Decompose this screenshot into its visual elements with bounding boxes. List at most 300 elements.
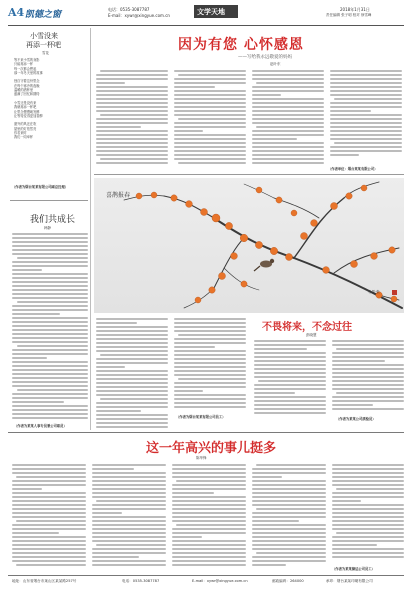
text-line — [174, 86, 215, 88]
bottom-col-1 — [12, 464, 86, 566]
text-line — [96, 422, 168, 424]
text-line — [17, 257, 88, 259]
text-line — [92, 556, 139, 558]
text-line — [12, 488, 42, 490]
poem-line: 窗外的风还在吹 — [14, 122, 37, 127]
text-line — [332, 556, 404, 558]
text-line — [252, 564, 286, 566]
text-line — [178, 162, 246, 164]
text-line — [12, 385, 88, 387]
text-line — [172, 508, 246, 510]
bottom-col-4 — [252, 464, 326, 566]
text-line — [12, 281, 88, 283]
text-line — [174, 338, 246, 340]
bottom-col-2 — [92, 464, 166, 566]
text-line — [174, 322, 246, 324]
text-line — [332, 468, 404, 470]
text-line — [174, 390, 203, 392]
text-line — [12, 361, 88, 363]
text-line — [332, 376, 404, 378]
text-line — [336, 532, 404, 534]
text-line — [96, 86, 168, 88]
painting-caption: 喜鹊报春 — [106, 192, 131, 199]
text-line — [258, 380, 326, 382]
text-line — [336, 488, 404, 490]
text-line — [252, 484, 326, 486]
text-line — [254, 384, 326, 386]
poem-line: 只能再添一杯 — [14, 62, 34, 67]
text-line — [174, 386, 246, 388]
text-line — [96, 350, 168, 352]
text-line — [178, 334, 246, 336]
text-line — [254, 396, 326, 398]
text-line — [174, 110, 246, 112]
text-line — [96, 74, 168, 76]
text-line — [96, 102, 168, 104]
text-line — [12, 464, 86, 466]
bottom-rule — [8, 432, 404, 433]
text-line — [12, 369, 88, 371]
text-line — [12, 277, 88, 279]
text-line — [12, 508, 86, 510]
text-line — [172, 540, 246, 542]
text-line — [12, 548, 86, 550]
footer-phone: 电话：0535-3087787 — [122, 579, 160, 583]
poem-line: 我们一同举杯 — [14, 135, 34, 140]
text-line — [12, 305, 88, 307]
text-line — [330, 118, 402, 120]
text-line — [96, 326, 168, 328]
right-note: （作者为某某公司质检员） — [336, 417, 376, 421]
essay-note: （作者为某某人事专员兼公司职员） — [14, 424, 67, 428]
text-line — [174, 370, 246, 372]
text-line — [174, 394, 246, 396]
text-line — [96, 378, 168, 380]
text-line — [96, 500, 166, 502]
bottom-col-3 — [172, 464, 246, 566]
text-line — [254, 360, 326, 362]
text-line — [172, 512, 246, 514]
feature-col-2 — [174, 70, 246, 164]
text-line — [92, 476, 166, 478]
text-line — [334, 98, 402, 100]
text-line — [96, 154, 168, 156]
text-line — [12, 261, 88, 263]
text-line — [12, 329, 88, 331]
text-line — [330, 114, 402, 116]
text-line — [252, 130, 324, 132]
text-line — [92, 496, 166, 498]
text-line — [174, 402, 246, 404]
text-line — [12, 245, 88, 247]
text-line — [12, 321, 88, 323]
poem-body — [14, 58, 86, 140]
text-line — [174, 130, 203, 132]
text-line — [172, 552, 246, 554]
text-line — [174, 114, 246, 116]
poem-subtitle: 再添一杯吧 — [26, 41, 61, 49]
text-line — [254, 404, 326, 406]
text-line — [16, 520, 86, 522]
text-line — [252, 122, 324, 124]
text-line — [96, 110, 168, 112]
text-line — [92, 488, 166, 490]
text-line — [178, 378, 246, 380]
text-line — [12, 309, 88, 311]
text-line — [12, 544, 86, 546]
text-line — [12, 405, 88, 407]
poem-line: 独自守着这份思念 — [14, 79, 40, 84]
text-line — [92, 528, 166, 530]
text-line — [174, 154, 246, 156]
text-line — [252, 556, 326, 558]
text-line — [252, 114, 324, 116]
text-line — [12, 273, 88, 275]
text-line — [252, 476, 282, 478]
text-line — [92, 468, 134, 470]
text-line — [12, 500, 86, 502]
text-line — [330, 122, 402, 124]
text-line — [12, 349, 88, 351]
text-line — [174, 350, 246, 352]
text-line — [172, 476, 246, 478]
poem-line: 小雪还是没有来 — [14, 100, 37, 105]
text-line — [332, 508, 404, 510]
text-line — [330, 78, 402, 80]
text-line — [17, 301, 88, 303]
text-line — [252, 94, 281, 96]
text-line — [254, 372, 326, 374]
poem-title: 小雪没来 — [30, 32, 58, 40]
text-line — [100, 398, 168, 400]
text-line — [96, 374, 168, 376]
text-line — [174, 362, 246, 364]
text-line — [336, 392, 404, 394]
text-line — [12, 233, 88, 235]
poem-line: 那一年冬天里的故事 — [14, 70, 43, 75]
text-line — [174, 406, 246, 408]
middle-col-2 — [174, 318, 246, 408]
text-line — [96, 126, 141, 128]
text-line — [100, 70, 168, 72]
text-line — [92, 552, 166, 554]
text-line — [92, 464, 166, 466]
text-line — [96, 426, 168, 428]
poem-line: 让等待变得更加香醇 — [14, 113, 43, 118]
text-line — [336, 348, 404, 350]
text-line — [92, 480, 166, 482]
text-line — [252, 70, 324, 72]
poem-line: 你若来时 — [14, 131, 27, 136]
feature-title: 因为有您 心怀感恩 — [178, 37, 304, 53]
text-line — [252, 512, 326, 514]
text-line — [12, 413, 88, 415]
text-line — [172, 528, 246, 530]
painting-seal — [392, 290, 397, 295]
text-line — [12, 317, 88, 319]
footer-email: E-mail：xywr@xingyue.com.cn — [192, 579, 248, 583]
text-line — [12, 365, 88, 367]
text-line — [174, 82, 246, 84]
text-line — [172, 520, 246, 522]
text-line — [172, 556, 246, 558]
text-line — [174, 122, 246, 124]
text-line — [172, 548, 246, 550]
text-line — [96, 334, 168, 336]
text-line — [174, 138, 246, 140]
text-line — [254, 412, 326, 414]
text-line — [254, 376, 326, 378]
text-line — [172, 496, 246, 498]
text-line — [330, 150, 402, 152]
text-line — [174, 342, 246, 344]
text-line — [330, 82, 402, 84]
text-line — [174, 326, 246, 328]
footer-address: 地址：山东省烟台市莱山区某某路257号 — [12, 579, 77, 583]
text-line — [174, 158, 246, 160]
text-line — [100, 158, 168, 160]
text-line — [96, 362, 168, 364]
text-line — [12, 265, 88, 267]
text-line — [96, 342, 168, 344]
text-line — [252, 532, 326, 534]
text-line — [12, 377, 88, 379]
text-line — [17, 345, 88, 347]
text-line — [96, 390, 168, 392]
text-line — [12, 293, 88, 295]
text-line — [96, 386, 168, 388]
text-line — [332, 396, 404, 398]
text-line — [12, 381, 88, 383]
text-line — [172, 532, 246, 534]
text-line — [12, 253, 88, 255]
text-line — [332, 500, 361, 502]
text-line — [332, 408, 404, 410]
text-line — [256, 126, 324, 128]
text-line — [174, 70, 246, 72]
text-line — [332, 484, 404, 486]
text-line — [252, 74, 324, 76]
poem-line: 温暖的酒杯里 — [14, 88, 34, 93]
text-line — [17, 389, 88, 391]
text-line — [254, 348, 307, 350]
branches-illustration — [94, 178, 404, 313]
text-line — [254, 344, 326, 346]
painting-signature: 冬景·张 — [368, 290, 380, 294]
text-line — [330, 134, 402, 136]
footer-postcode: 邮政编码：264000 — [272, 579, 304, 583]
text-line — [252, 540, 326, 542]
text-line — [174, 330, 246, 332]
text-line — [172, 504, 246, 506]
text-line — [92, 504, 166, 506]
text-line — [12, 516, 86, 518]
text-line — [96, 94, 168, 96]
right-col-2 — [332, 340, 404, 410]
text-line — [252, 468, 326, 470]
text-line — [12, 472, 86, 474]
text-line — [96, 406, 168, 408]
text-line — [252, 90, 324, 92]
text-line — [254, 356, 326, 358]
text-line — [332, 368, 404, 370]
text-line — [172, 472, 246, 474]
text-line — [96, 98, 168, 100]
text-line — [96, 338, 168, 340]
text-line — [96, 544, 166, 546]
text-line — [252, 516, 326, 518]
text-line — [12, 241, 88, 243]
essay-author: 韩静 — [44, 226, 51, 230]
text-line — [92, 560, 166, 562]
text-line — [332, 552, 404, 554]
text-line — [12, 249, 88, 251]
text-line — [252, 536, 326, 538]
text-line — [12, 397, 88, 399]
text-line — [12, 313, 60, 315]
text-line — [256, 464, 326, 466]
text-line — [12, 333, 88, 335]
text-line — [174, 382, 246, 384]
text-line — [172, 544, 246, 546]
text-line — [96, 330, 168, 332]
text-line — [12, 512, 86, 514]
text-line — [12, 409, 88, 411]
bird-icon — [254, 259, 274, 271]
right-col-1 — [254, 340, 326, 414]
text-line — [172, 468, 246, 470]
feature-col-3 — [252, 70, 324, 164]
text-line — [96, 82, 125, 84]
contact-email: E-mail：xywr@xingyue.com.cn — [108, 13, 170, 18]
text-line — [252, 162, 324, 164]
text-line — [252, 492, 326, 494]
right-article-author: 彭晓慧 — [306, 333, 317, 337]
feature-col-1 — [96, 70, 168, 164]
text-line — [172, 492, 214, 494]
text-line — [252, 480, 326, 482]
feature-col-4 — [330, 70, 402, 156]
text-line — [174, 126, 246, 128]
text-line — [256, 508, 326, 510]
text-line — [12, 496, 86, 498]
text-line — [174, 358, 246, 360]
text-line — [252, 504, 326, 506]
text-line — [332, 372, 404, 374]
left-rule — [10, 200, 88, 201]
text-line — [12, 353, 88, 355]
text-line — [252, 78, 324, 80]
text-line — [254, 400, 326, 402]
text-line — [174, 366, 246, 368]
text-line — [12, 357, 47, 359]
text-line — [92, 508, 166, 510]
text-line — [12, 480, 86, 482]
text-line — [254, 408, 326, 410]
text-line — [172, 536, 202, 538]
text-line — [252, 150, 324, 152]
essay-title: 我们共成长 — [30, 215, 76, 225]
poem-line: 我就再添一杯吧 — [14, 105, 37, 110]
text-line — [12, 492, 86, 494]
text-line — [174, 374, 246, 376]
text-line — [12, 237, 88, 239]
text-line — [334, 142, 402, 144]
poem-line: 屋里的灯依然亮 — [14, 126, 37, 131]
text-line — [12, 552, 86, 554]
text-line — [12, 524, 86, 526]
text-line — [12, 297, 88, 299]
text-line — [96, 370, 168, 372]
text-line — [176, 524, 246, 526]
middle-note: （作者为烟台某某有限公司员工） — [176, 415, 226, 419]
bottom-col-5 — [332, 464, 404, 558]
text-line — [330, 70, 402, 72]
text-line — [100, 354, 168, 356]
text-line — [174, 146, 246, 148]
text-line — [332, 360, 385, 362]
text-line — [12, 289, 88, 291]
text-line — [92, 536, 166, 538]
text-line — [96, 106, 168, 108]
text-line — [178, 118, 246, 120]
text-line — [16, 476, 86, 478]
text-line — [172, 488, 246, 490]
text-line — [332, 520, 404, 522]
poem-line: 等不来小雪的身影 — [14, 58, 40, 62]
text-line — [96, 366, 125, 368]
text-line — [332, 492, 404, 494]
masthead — [8, 4, 404, 26]
text-line — [254, 368, 326, 370]
text-line — [92, 548, 166, 550]
text-line — [252, 472, 326, 474]
text-line — [12, 540, 86, 542]
text-line — [254, 340, 326, 342]
text-line — [96, 394, 168, 396]
bottom-title: 这一年高兴的事儿挺多 — [146, 441, 277, 456]
footer-printer: 承印：烟台某某印刷有限公司 — [326, 579, 373, 583]
text-line — [174, 134, 246, 136]
feature-rule — [94, 174, 404, 175]
text-line — [174, 318, 246, 320]
persimmon-painting — [94, 178, 404, 313]
text-line — [174, 398, 246, 400]
text-line — [252, 102, 324, 104]
text-line — [96, 418, 168, 420]
poem-line: 盛满了回忆和期待 — [14, 92, 40, 97]
poem-line: 让思念慢慢地发酵 — [14, 109, 40, 114]
text-line — [96, 318, 168, 320]
section-label: 文学天地 — [197, 8, 225, 16]
text-line — [330, 138, 402, 140]
text-line — [12, 468, 86, 470]
text-line — [96, 118, 168, 120]
text-line — [332, 384, 404, 386]
text-line — [174, 150, 246, 152]
text-line — [330, 86, 402, 88]
text-line — [12, 504, 86, 506]
text-line — [332, 344, 404, 346]
text-line — [96, 402, 168, 404]
text-line — [254, 392, 295, 394]
issue-date: 2018年1月31日 — [340, 7, 370, 12]
text-line — [174, 354, 246, 356]
text-line — [252, 544, 326, 546]
text-line — [12, 325, 88, 327]
text-line — [332, 496, 404, 498]
text-line — [332, 464, 404, 466]
